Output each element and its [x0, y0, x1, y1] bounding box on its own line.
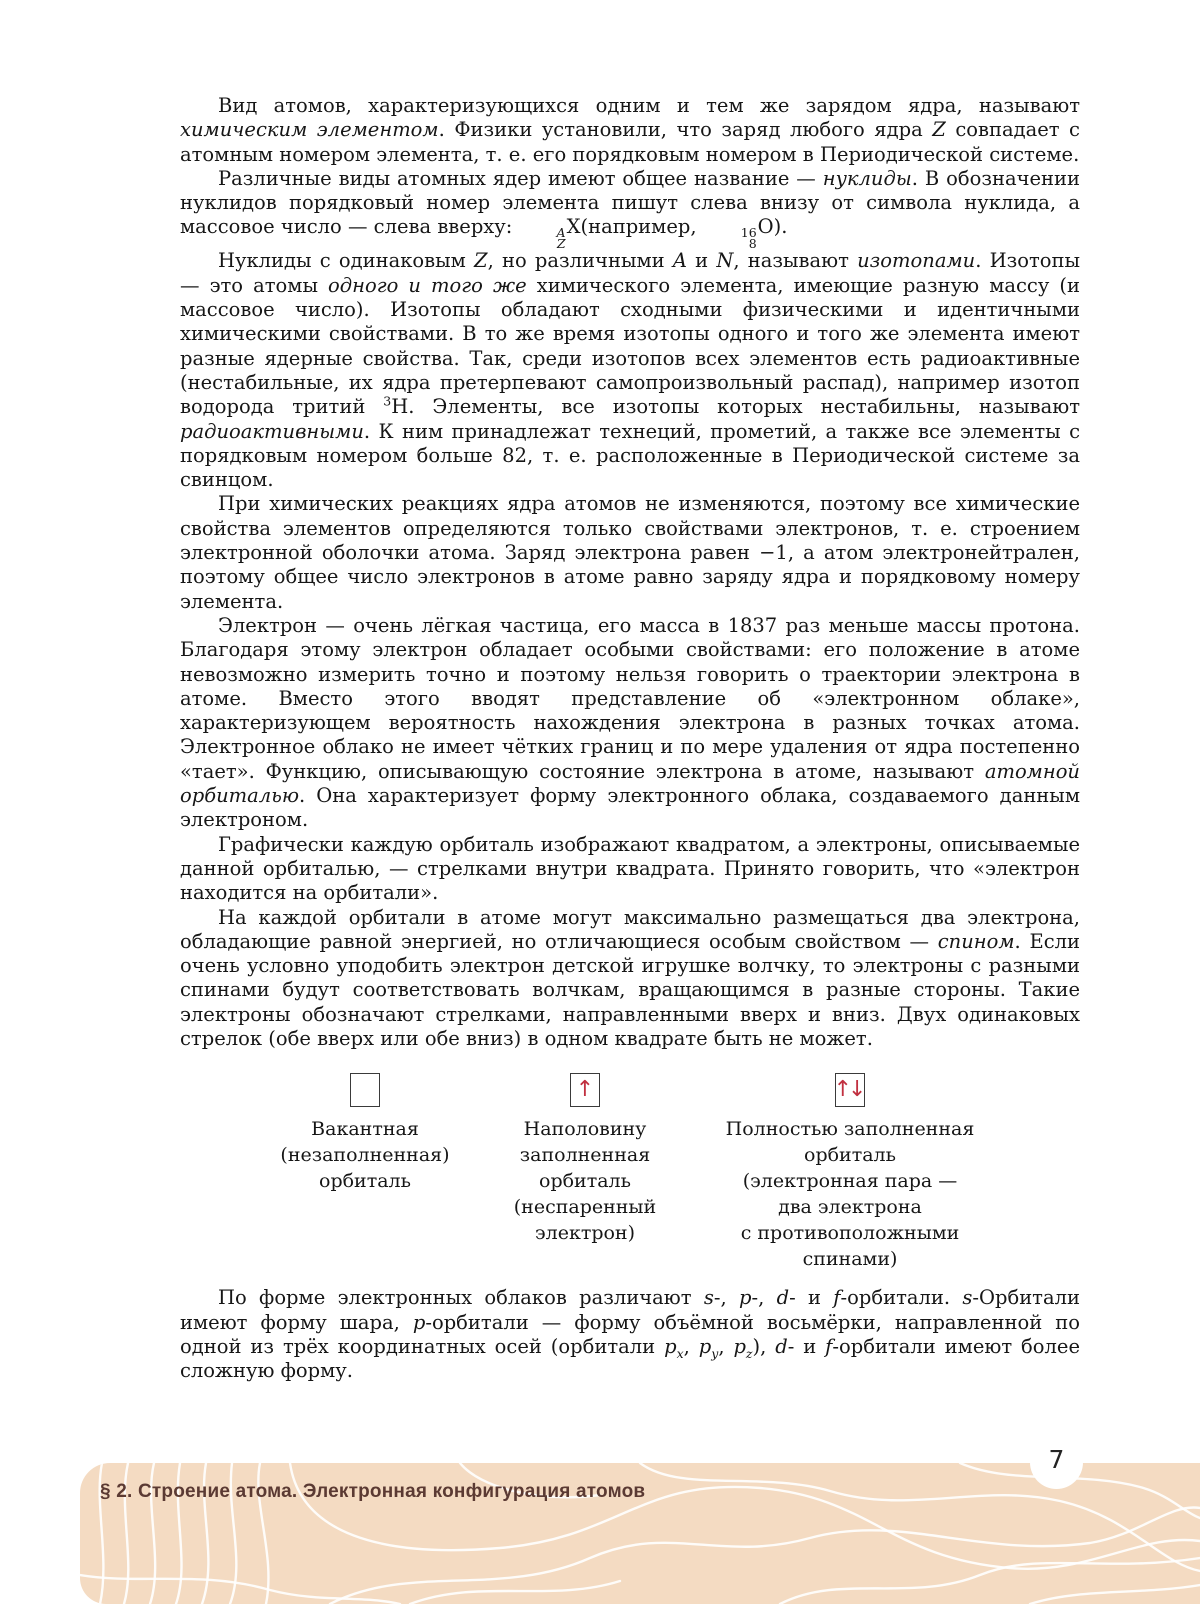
orbital-diagram-item-filled: [672, 1073, 1028, 1272]
paragraph: Графически каждую орбиталь изображают квадратом, а электроны, описываемые данной орбиталью, — стрелками внутри квадрата. Принято говорить, что «электрон находится на орбитали».: [180, 832, 1080, 905]
caption-line: Вакантная: [311, 1118, 419, 1141]
caption-line: орбиталь: [319, 1170, 411, 1193]
caption-line: Полностью заполненная: [725, 1118, 975, 1141]
up-arrow-icon: ↑: [833, 1077, 852, 1103]
paragraph: Электрон — очень лёгкая частица, его масса в 1837 раз меньше массы протона. Благодаря этому электрон обладает особыми свойствами: его положение в атоме невозможно измерить точно и поэтому нельзя говорить о траектории электрона в атоме. Вместо этого вводят представление об «электронном облаке», характеризующем вероятность нахождения электрона в разных точках атома. Электронное облако не имеет чётких границ и по мере удаления от ядра постепенно «тает». Функцию, описывающую состояние электрона в атоме, называют атомной орбиталью. Она характеризует форму электронного облака, создаваемого данным электроном.: [180, 613, 1080, 832]
caption-line: электрон): [534, 1222, 636, 1245]
paragraph-block: [180, 94, 1080, 1051]
caption-line: орбиталь: [539, 1170, 631, 1193]
orbital-caption-filled: [672, 1116, 1028, 1272]
orbital-box-vacant: [350, 1073, 380, 1107]
orbital-box-half-filled: [570, 1073, 600, 1107]
caption-line: с противоположными: [740, 1222, 960, 1245]
paragraph: На каждой орбитали в атоме могут максимально размещаться два электрона, обладающие равной энергией, но отличающиеся особым свойством — спином. Если очень условно уподобить электрон детской игрушке волчку, то электроны с разными спинами будут соответствовать волчкам, вращающимся в разные стороны. Такие электроны обозначают стрелками, направленными вверх и вниз. Двух одинаковых стрелок (обе вверх или обе вниз) в одном квадрате быть не может.: [180, 905, 1080, 1050]
caption-line: спинами): [802, 1248, 898, 1271]
caption-line: заполненная: [519, 1144, 651, 1167]
paragraph: Нуклиды с одинаковым Z, но различными A и N, называют изотопами. Изотопы — это атомы одного и того же химического элемента, имеющие разную массу (и массовое число). Изотопы обладают сходными физическими и идентичными химическими свойствами. В то же время изотопы одного и того же элемента имеют разные ядерные свойства. Так, среди изотопов всех элементов есть радиоактивные (нестабильные, их ядра претерпевают самопроизвольный распад), например изотоп водорода тритий $^3$H. Элементы, все изотопы которых нестабильны, называют радиоактивными. К ним принадлежат технеций, прометий, а также все элементы с порядковым номером больше 82, т. е. расположенные в Периодической системе за свинцом.: [180, 249, 1081, 492]
section-title: § 2. Строение атома. Электронная конфигурация атомов: [100, 1481, 646, 1502]
caption-line: орбиталь: [804, 1144, 896, 1167]
caption-line: (электронная пара —: [742, 1170, 958, 1193]
page-number-bubble: [1030, 1436, 1083, 1489]
down-arrow-icon: ↓: [848, 1077, 867, 1103]
paragraph: Различные виды атомных ядер имеют общее название — нуклиды. В обозначении нуклидов порядковый номер элемента пишут слева внизу от символа нуклида, а массовое число — слева вверху: A Z X(например, 16 8 O).: [180, 166, 1080, 252]
orbital-box-filled: [835, 1073, 865, 1107]
page-number: 7: [1048, 1445, 1065, 1474]
paragraph: По форме электронных облаков различают s-, p-, d- и f-орбитали. s-Орбитали имеют форму шара, p-орбитали — форму объёмной восьмёрки, направленной по одной из трёх координатных осей (орбитали $p_x$, $p_y$, $p_z$), d- и f-орбитали имеют более сложную форму.: [180, 1286, 1080, 1383]
orbital-diagram: [180, 1073, 1080, 1278]
caption-line: Наполовину: [523, 1118, 647, 1141]
caption-line: (незаполненная): [280, 1144, 450, 1167]
paragraph: При химических реакциях ядра атомов не изменяются, поэтому все химические свойства элементов определяются только свойствами электронов, т. е. строением электронной оболочки атома. Заряд электрона равен −1, а атом электронейтрален, поэтому общее число электронов в атоме равно заряду ядра и порядковому номеру элемента.: [180, 492, 1080, 613]
body-text: [180, 94, 1080, 1383]
paragraph-block-after-diagram: [180, 1286, 1080, 1383]
caption-line: (неспаренный: [513, 1196, 657, 1219]
caption-line: два электрона: [778, 1196, 922, 1219]
up-arrow-icon: ↑: [575, 1077, 595, 1103]
paragraph: Вид атомов, характеризующихся одним и тем же зарядом ядра, называют химическим элементом. Физики установили, что заряд любого ядра Z совпадает с атомным номером элемента, т. е. его порядковым номером в Периодической системе.: [180, 94, 1080, 166]
